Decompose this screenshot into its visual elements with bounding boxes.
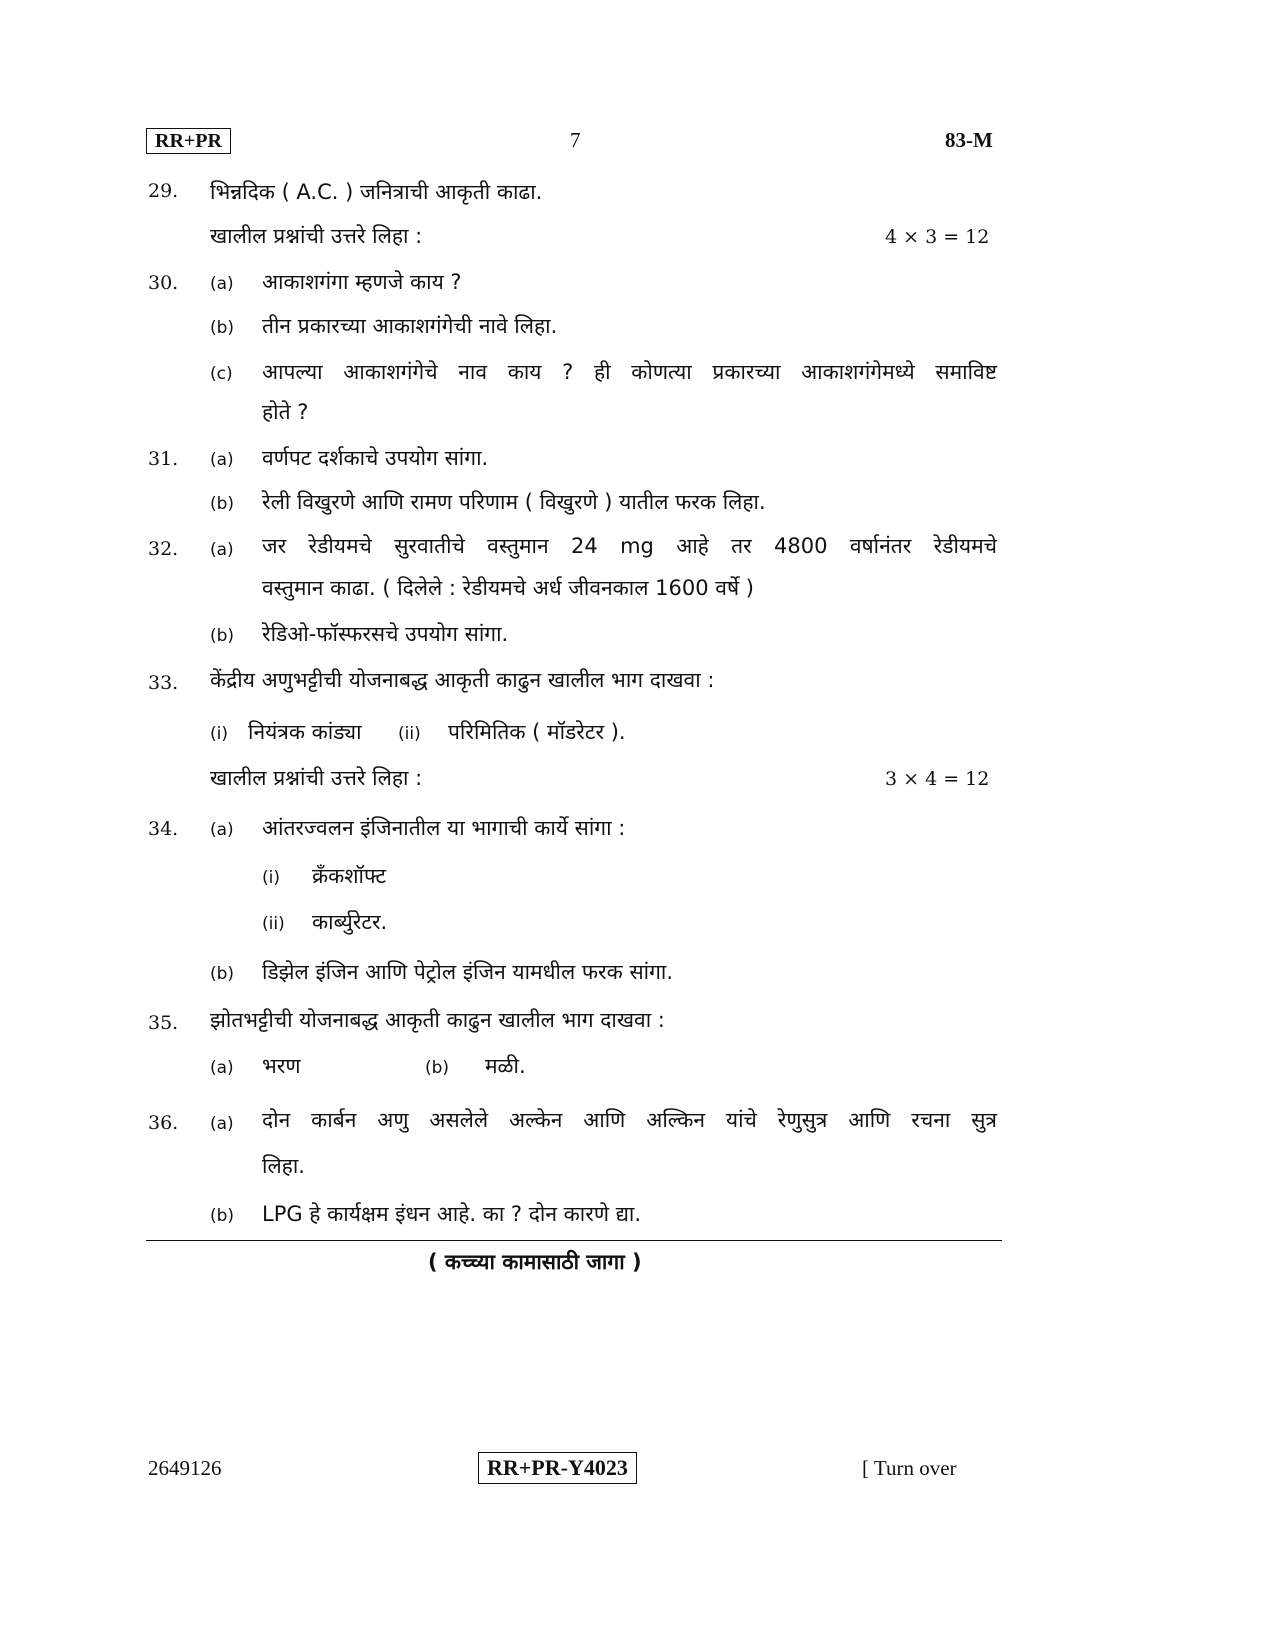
question-35a-text: भरण bbox=[262, 1054, 301, 1078]
section-2-instruction: खालील प्रश्नांची उत्तरे लिहा : bbox=[210, 766, 423, 790]
question-33-number: 33. bbox=[148, 672, 179, 694]
question-36b-text: LPG हे कार्यक्षम इंधन आहे. का ? दोन कारणे द्या. bbox=[262, 1202, 642, 1226]
question-36-number: 36. bbox=[148, 1112, 179, 1134]
section-1-marks: 4 × 3 = 12 bbox=[885, 226, 990, 248]
question-30b-label: (b) bbox=[210, 318, 235, 338]
question-34ii-label: (ii) bbox=[262, 914, 285, 934]
question-32-number: 32. bbox=[148, 538, 179, 560]
question-35-text: झोतभट्टीची योजनाबद्ध आकृती काढुन खालील भाग दाखवा : bbox=[210, 1008, 665, 1032]
question-33ii-text: परिमितिक ( मॉडरेटर ). bbox=[448, 720, 626, 744]
question-30a-text: आकाशगंगा म्हणजे काय ? bbox=[262, 270, 462, 294]
section-2-marks: 3 × 4 = 12 bbox=[885, 768, 990, 790]
question-32b-text: रेडिओ-फॉस्फरसचे उपयोग सांगा. bbox=[262, 622, 509, 646]
question-30-number: 30. bbox=[148, 272, 179, 294]
question-30b-text: तीन प्रकारच्या आकाशगंगेची नावे लिहा. bbox=[262, 314, 558, 338]
question-30c-text-line2: होते ? bbox=[262, 400, 309, 424]
question-31-number: 31. bbox=[148, 448, 179, 470]
page-number: 7 bbox=[570, 128, 581, 152]
section-1-instruction: खालील प्रश्नांची उत्तरे लिहा : bbox=[210, 224, 423, 248]
question-34i-label: (i) bbox=[262, 868, 280, 888]
rough-work-heading: ( कच्च्या कामासाठी जागा ) bbox=[428, 1250, 642, 1274]
question-33-text: केंद्रीय अणुभट्टीची योजनाबद्ध आकृती काढुन खालील भाग दाखवा : bbox=[210, 668, 715, 692]
question-36b-label: (b) bbox=[210, 1206, 235, 1226]
header-right-code: 83-M bbox=[945, 128, 993, 152]
question-34-number: 34. bbox=[148, 818, 179, 840]
question-29-number: 29. bbox=[148, 180, 179, 202]
question-35b-label: (b) bbox=[425, 1058, 450, 1078]
question-30c-label: (c) bbox=[210, 364, 233, 384]
question-32b-label: (b) bbox=[210, 626, 235, 646]
question-30a-label: (a) bbox=[210, 274, 234, 294]
question-32a-text-line2: वस्तुमान काढा. ( दिलेले : रेडीयमचे अर्ध जीवनकाल 1600 वर्षे ) bbox=[262, 576, 754, 600]
question-32a-text-line1: जर रेडीयमचे सुरवातीचे वस्तुमान 24 mg आहे तर 4800 वर्षानंतर रेडीयमचे bbox=[262, 534, 997, 558]
question-33i-text: नियंत्रक कांड्या bbox=[248, 720, 362, 744]
question-35a-label: (a) bbox=[210, 1058, 234, 1078]
header-left-code: RR+PR bbox=[146, 128, 231, 154]
question-33i-label: (i) bbox=[210, 724, 228, 744]
question-29-text: भिन्नदिक ( A.C. ) जनित्राची आकृती काढा. bbox=[210, 180, 543, 204]
question-36a-text-line1: दोन कार्बन अणु असलेले अल्केन आणि अल्किन यांचे रेणुसुत्र आणि रचना सुत्र bbox=[262, 1108, 997, 1132]
question-31a-text: वर्णपट दर्शकाचे उपयोग सांगा. bbox=[262, 446, 489, 470]
footer-turn-over: [ Turn over bbox=[862, 1456, 957, 1480]
question-36a-label: (a) bbox=[210, 1114, 234, 1134]
question-34ii-text: कार्ब्युरेटर. bbox=[312, 910, 388, 934]
question-34b-text: डिझेल इंजिन आणि पेट्रोल इंजिन यामधील फरक सांगा. bbox=[262, 960, 674, 984]
question-32a-label: (a) bbox=[210, 540, 234, 560]
question-34a-text: आंतरज्वलन इंजिनातील या भागाची कार्ये सांगा : bbox=[262, 816, 626, 840]
question-34b-label: (b) bbox=[210, 964, 235, 984]
rough-work-divider bbox=[146, 1240, 1002, 1241]
question-34i-text: क्रँकशॉफ्ट bbox=[312, 864, 387, 888]
question-30c-text-line1: आपल्या आकाशगंगेचे नाव काय ? ही कोणत्या प्रकारच्या आकाशगंगेमध्ये समाविष्ट bbox=[262, 360, 997, 384]
question-31a-label: (a) bbox=[210, 450, 234, 470]
question-35-number: 35. bbox=[148, 1012, 179, 1034]
footer-serial-number: 2649126 bbox=[148, 1456, 222, 1480]
question-34a-label: (a) bbox=[210, 820, 234, 840]
footer-paper-code: RR+PR-Y4023 bbox=[478, 1452, 637, 1484]
question-33ii-label: (ii) bbox=[398, 724, 421, 744]
question-35b-text: मळी. bbox=[485, 1054, 526, 1078]
question-36a-text-line2: लिहा. bbox=[262, 1154, 305, 1178]
question-31b-text: रेली विखुरणे आणि रामण परिणाम ( विखुरणे ) यातील फरक लिहा. bbox=[262, 490, 766, 514]
question-31b-label: (b) bbox=[210, 494, 235, 514]
